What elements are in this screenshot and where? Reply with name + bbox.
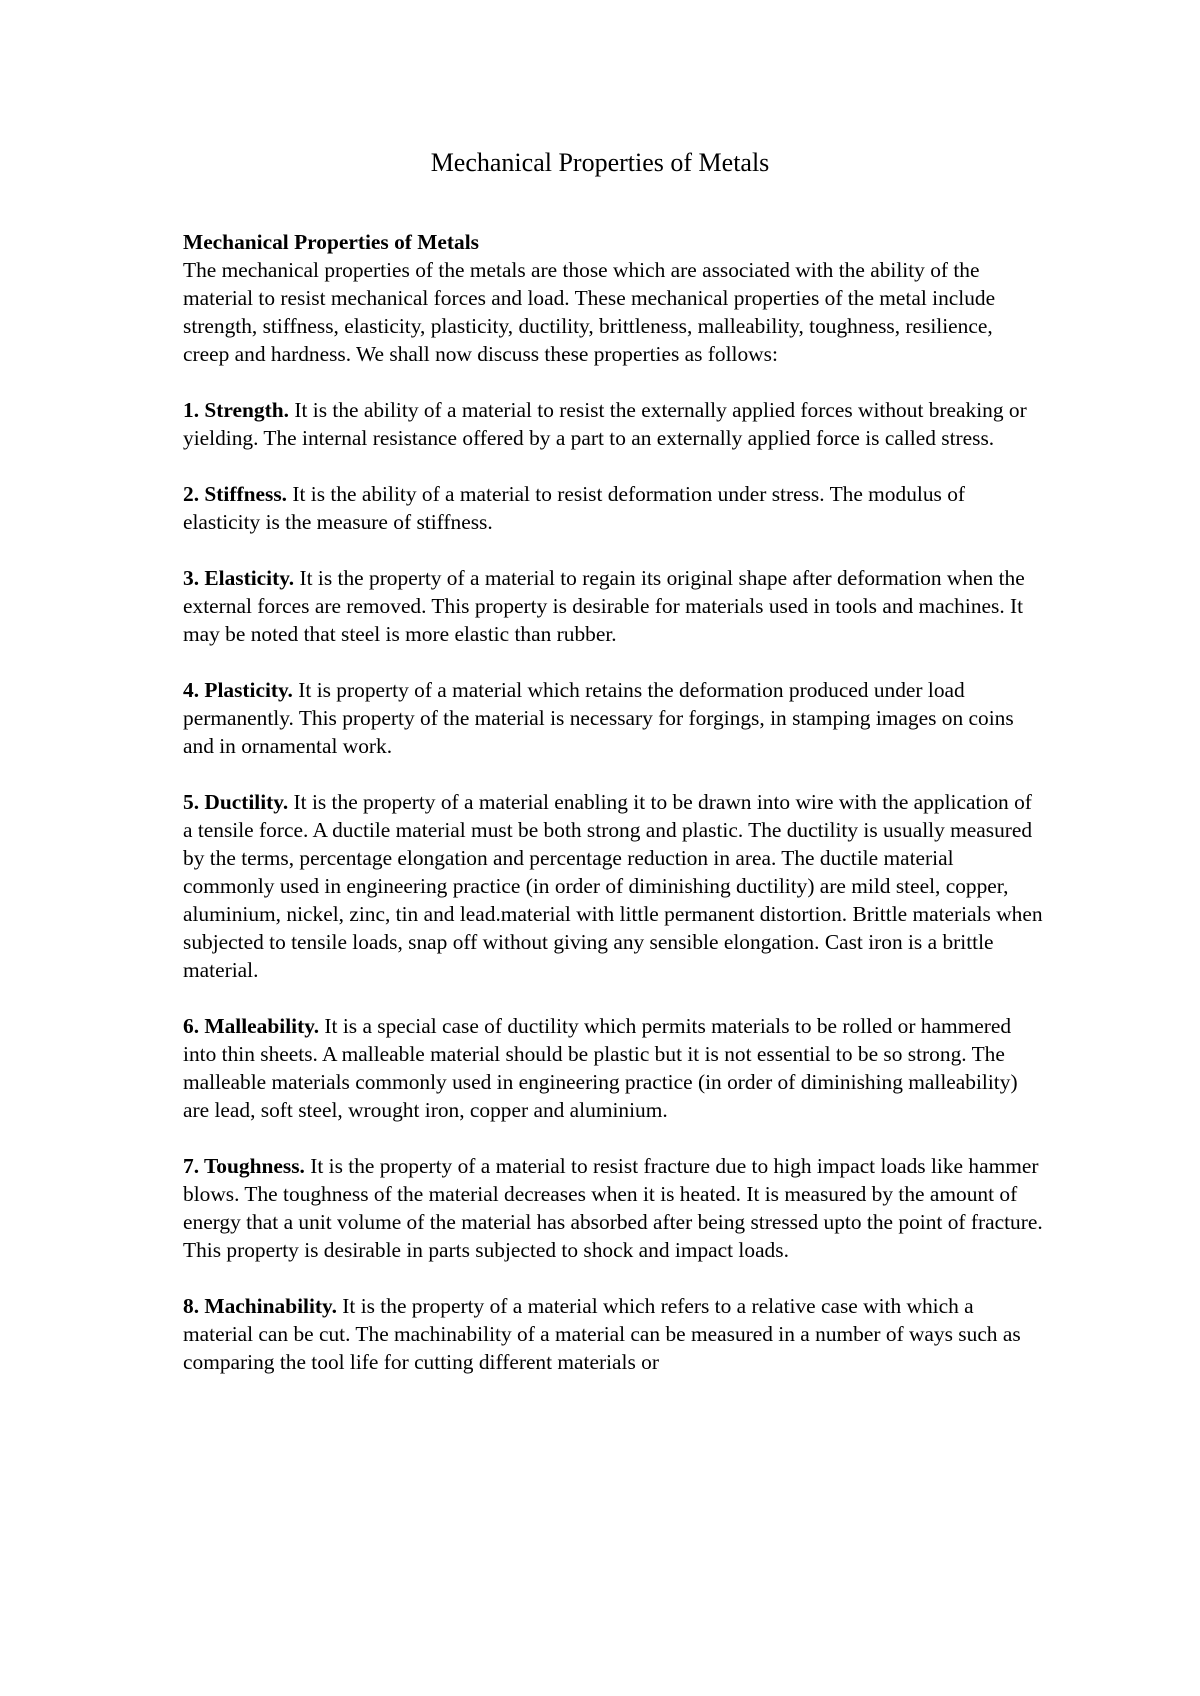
section-heading: Mechanical Properties of Metals [183,230,480,254]
property-text: It is the property of a material enabling it to be drawn into wire with the application of a tensile force. A ductile material must be both strong and plastic. The ductility is usually measured by the terms, percentage elongation and percentage reduction in area. The ductile material commonly used in engineering practice (in order of diminishing ductility) are mild steel, copper, aluminium, nickel, zinc, tin and lead.material with little permanent distortion. Brittle materials when subjected to tensile loads, snap off without giving any sensible elongation. Cast iron is a brittle material. [183,790,1043,982]
property-heading: 1. Strength. [183,398,289,422]
property-heading: 8. Machinability. [183,1294,337,1318]
property-ductility [183,788,1043,984]
property-toughness [183,1152,1043,1264]
property-stiffness [183,480,1043,536]
property-malleability [183,1012,1043,1124]
property-text: It is the ability of a material to resist deformation under stress. The modulus of elasticity is the measure of stiffness. [183,482,966,534]
property-text: It is the property of a material which refers to a relative case with which a material can be cut. The machinability of a material can be measured in a number of ways such as comparing the tool life for cutting different materials or [183,1294,1021,1374]
property-text: It is the ability of a material to resist the externally applied forces without breaking or yielding. The internal resistance offered by a part to an externally applied force is called stress. [183,398,1027,450]
property-elasticity [183,564,1043,648]
document-title: Mechanical Properties of Metals [430,148,770,177]
property-text: It is the property of a material to regain its original shape after deformation when the external forces are removed. This property is desirable for materials used in tools and machines. It may be noted that steel is more elastic than rubber. [183,566,1025,646]
property-text: It is property of a material which retains the deformation produced under load permanently. This property of the material is necessary for forgings, in stamping images on coins and in ornamental work. [183,678,1014,758]
property-heading: 6. Malleability. [183,1014,320,1038]
property-machinability [183,1292,1043,1376]
document-body [183,228,1043,1376]
property-heading: 7. Toughness. [183,1154,305,1178]
property-text: It is the property of a material to resist fracture due to high impact loads like hammer blows. The toughness of the material decreases when it is heated. It is measured by the amount of energy that a unit volume of the material has absorbed after being stressed upto the point of fracture. This property is desirable in parts subjected to shock and impact loads. [183,1154,1043,1262]
property-text: It is a special case of ductility which permits materials to be rolled or hammered into thin sheets. A malleable material should be plastic but it is not essential to be so strong. The malleable materials commonly used in engineering practice (in order of diminishing malleability) are lead, soft steel, wrought iron, copper and aluminium. [183,1014,1018,1122]
property-heading: 2. Stiffness. [183,482,287,506]
property-heading: 3. Elasticity. [183,566,295,590]
property-heading: 5. Ductility. [183,790,289,814]
property-plasticity [183,676,1043,760]
property-heading: 4. Plasticity. [183,678,293,702]
intro-paragraph: The mechanical properties of the metals are those which are associated with the ability of the material to resist mechanical forces and load. These mechanical properties of the metal include strength, stiffness, elasticity, plasticity, ductility, brittleness, malleability, toughness, resilience, creep and hardness. We shall now discuss these properties as follows: [183,258,996,366]
property-strength [183,396,1043,452]
